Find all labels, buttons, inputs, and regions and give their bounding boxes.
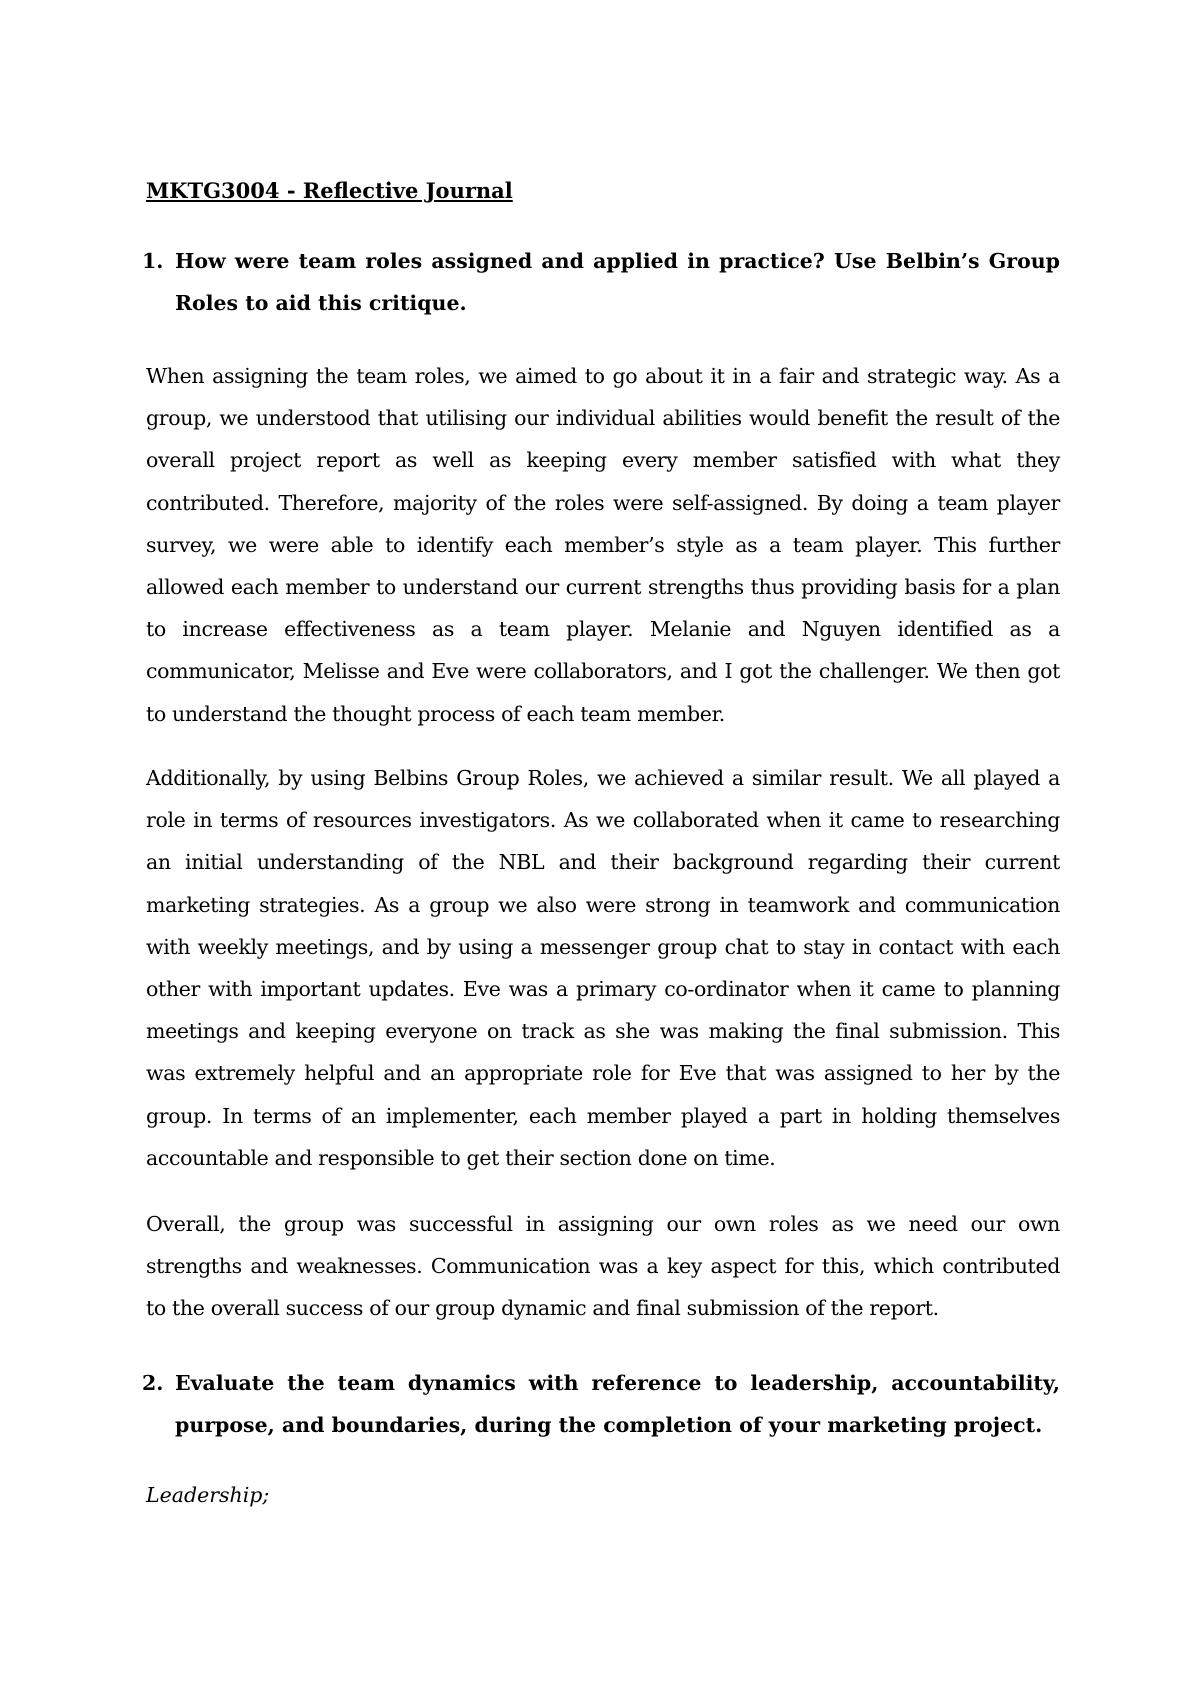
question-1-text: How were team roles assigned and applied in practice? Use Belbin’s Group Roles to aid this critique. bbox=[175, 249, 1060, 315]
paragraph-3: Overall, the group was successful in assigning our own roles as we need our own strengths and weaknesses. Communication was a key aspect for this, which contributed to the overall success of our group dynamic and final submission of the report. bbox=[146, 1212, 1060, 1321]
question-2-number: 2. bbox=[142, 1371, 164, 1395]
document-title: MKTG3004 - Reflective Journal bbox=[146, 178, 513, 203]
paragraph-1: When assigning the team roles, we aimed to go about it in a fair and strategic way. As a group, we understood that utilising our individual abilities would benefit the result of the overall project report as well as keeping every member satisfied with what they contributed. Therefore, majority of the roles were self-assigned. By doing a team player survey, we were able to identify each member’s style as a team player. This further allowed each member to understand our current strengths thus providing basis for a plan to increase effectiveness as a team player. Melanie and Nguyen identified as a communicator, Melisse and Eve were collaborators, and I got the challenger. We then got to understand the thought process of each team member. bbox=[146, 364, 1060, 726]
paragraph-2: Additionally, by using Belbins Group Roles, we achieved a similar result. We all played a role in terms of resources investigators. As we collaborated when it came to researching an initial understanding of the NBL and their background regarding their current marketing strategies. As a group we also were strong in teamwork and communication with weekly meetings, and by using a messenger group chat to stay in contact with each other with important updates. Eve was a primary co-ordinator when it came to planning meetings and keeping everyone on track as she was making the final submission. This was extremely helpful and an appropriate role for Eve that was assigned to her by the group. In terms of an implementer, each member played a part in holding themselves accountable and responsible to get their section done on time. bbox=[146, 766, 1060, 1170]
question-1-number: 1. bbox=[142, 249, 164, 273]
question-1 bbox=[142, 240, 1060, 324]
question-2-text: Evaluate the team dynamics with reference to leadership, accountability, purpose, and boundaries, during the completion of your marketing project. bbox=[175, 1371, 1060, 1437]
leadership-subheading: Leadership; bbox=[146, 1483, 270, 1507]
question-2 bbox=[142, 1362, 1060, 1446]
